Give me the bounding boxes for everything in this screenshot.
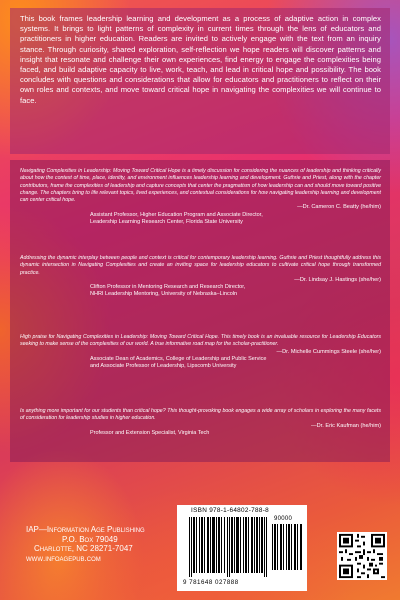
isbn-text: ISBN 978-1-64802-788-8 (191, 507, 270, 514)
review-affiliation-line: Professor and Extension Specialist, Virginia Tech (90, 429, 210, 436)
book-synopsis: This book frames leadership learning and development as a process of adaptive action in complex systems. It brings to light patterns of complexity in current times through the lens of educators and practitioners in higher education. Readers are invited to actively engage with the text from an inquiry stance. Through curiosity, shared exploration, self-reflection we hope readers will discover patterns and insight that resonate and challenge their own experiences, find energy to engage the complexities being faced, and build adaptive capacity to live, work, teach, and lead in critical hope and possibility. The book concludes with questions and considerations that allow for educators and practitioners to reflect on their own roles and contexts, and move toward critical hope in navigating the complexities we will continue to face. (20, 14, 381, 105)
review-kaufman (20, 408, 381, 437)
review-quote: Addressing the dynamic interplay between people and context is critical for contemporary leadership learning. Guthrie and Priest thoughtfully address this dynamic intersection in Navigating Complexities and create an inviting space for leadership educators to cultivate critical hope through transformed practice. (20, 255, 381, 276)
barcode-addon-bars (272, 524, 303, 570)
review-quote: Navigating Complexities in Leadership: Moving Toward Critical Hope is a timely discussion for considering the nuances of leadership and thinking critically about how the context of time, place, identity, and environment influences leadership learning and development. Guthrie and Priest, along with the chapter contributors, frame the complexities of leadership and capture concepts that center the pragmatism of how leadership can and should move toward positive change. The chapters bring to life relevant topics, lived experiences, and contextual considerations for how navigating leadership learning and development can center critical hope. (20, 168, 381, 204)
ean-number: 9 781648 027888 (183, 579, 239, 586)
review-quote: Is anything more important for our students than critical hope? This thought-provoking book engages a wide array of scholars in exploring the many facets of consideration for leadership studies in higher education. (20, 408, 381, 422)
publisher-city: Charlotte, NC 28271-7047 (34, 544, 133, 554)
review-affiliation-line: NHRI Leadership Mentoring, University of Nebraska–Lincoln (90, 291, 238, 298)
publisher-name: IAP—Information Age Publishing (26, 525, 145, 534)
review-author: —Dr. Cameron C. Beatty (he/him) (297, 204, 381, 211)
barcode-bars (189, 517, 267, 577)
review-steele (20, 334, 381, 370)
review-affiliation-line: Assistant Professor, Higher Education Program and Associate Director, (90, 211, 263, 218)
qr-code-icon (337, 532, 387, 580)
reviews-panel (10, 160, 390, 462)
review-affiliation-line: Associate Dean of Academics, College of Leadership and Public Service (90, 355, 267, 362)
isbn-barcode (177, 505, 307, 591)
review-beatty (20, 168, 381, 226)
review-author: —Dr. Lindsay J. Hastings (she/her) (294, 276, 381, 283)
review-author: —Dr. Eric Kaufman (he/him) (311, 422, 381, 429)
review-affiliation-line: Leadership Learning Research Center, Florida State University (90, 218, 243, 225)
review-affiliation-line: and Associate Professor of Leadership, Lipscomb University (90, 363, 237, 369)
barcode-addon-number: 90000 (274, 516, 293, 522)
publisher-po-box: P.O. Box 79049 (62, 534, 118, 544)
publisher-website: www.infoagepub.com (26, 553, 101, 563)
publisher-block (26, 525, 166, 563)
review-affiliation-line: Clifton Professor in Mentoring Research and Research Director, (90, 284, 246, 291)
review-quote: High praise for Navigating Complexities in Leadership: Moving Toward Critical Hope. This timely book is an invaluable resource for Leadership Educators seeking to make sense of the complexities of our world. A true informative road map for the scholar-practitioner. (20, 334, 381, 348)
review-hastings (20, 255, 381, 299)
review-author: —Dr. Michelle Cummings Steele (she/her) (276, 348, 381, 355)
